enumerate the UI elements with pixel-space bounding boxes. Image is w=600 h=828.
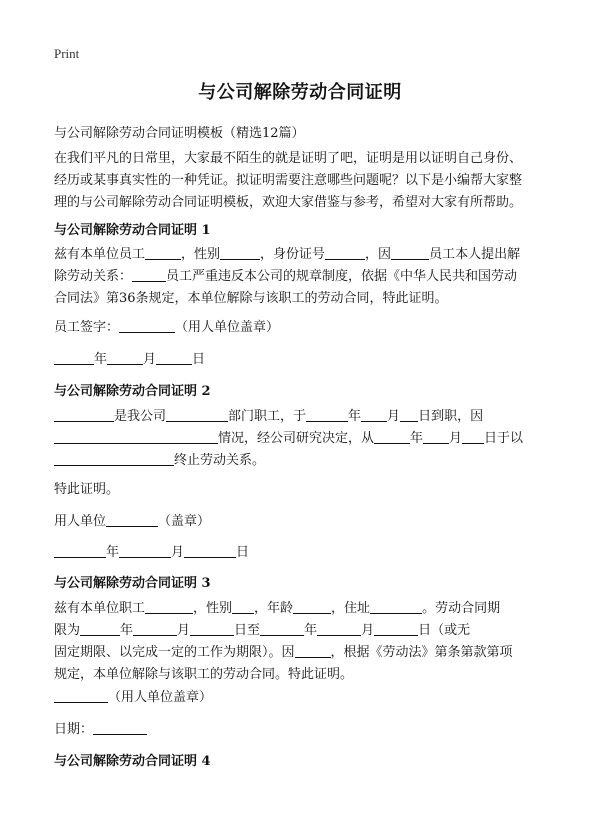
text: 年: [348, 409, 362, 424]
blank-field: [400, 407, 418, 422]
blank-field: [232, 599, 254, 614]
text: 日: [192, 352, 206, 367]
text: 限为: [54, 623, 81, 638]
blank-field: [190, 621, 234, 636]
blank-field: [54, 350, 94, 365]
text: 日于以: [484, 431, 524, 446]
blank-field: [293, 599, 331, 614]
section-3-body: [54, 598, 554, 686]
section-2-body: [54, 406, 554, 472]
text: 部门职工，于: [228, 409, 307, 424]
blank-field: [107, 350, 143, 365]
blank-field: [133, 621, 177, 636]
blank-field: [106, 512, 158, 527]
blank-field: [361, 407, 387, 422]
blank-field: [54, 451, 174, 466]
section-1-heading: 与公司解除劳动合同证明 1: [54, 223, 211, 238]
blank-field: [184, 543, 236, 558]
text: 日（或无: [418, 623, 471, 638]
blank-field: [462, 429, 484, 444]
text: ，住址: [331, 601, 371, 616]
text: 员工签字：: [54, 320, 120, 335]
text: 是我公司: [114, 409, 167, 424]
text: 日: [236, 545, 250, 560]
blank-field: [391, 245, 429, 260]
blank-field: [374, 621, 418, 636]
text: 终止劳动关系。: [174, 453, 266, 468]
text: 固定期限、以完成一定的工作为期限）。因: [54, 645, 295, 660]
text: 除劳动关系：: [54, 269, 133, 284]
intro-line: 在我们平凡的日常里，大家最不陌生的就是证明了吧，证明是用以证明自己身份、: [54, 151, 523, 166]
blank-field: [374, 429, 410, 444]
blank-field: [260, 621, 304, 636]
text: 员工严重违反本公司的规章制度，依据《中华人民共和国劳动: [166, 269, 518, 284]
text: 规定，本单位解除与该职工的劳动合同。特此证明。: [54, 667, 354, 682]
text: （用人单位盖章）: [175, 320, 280, 335]
blank-field: [306, 407, 348, 422]
text: 年: [94, 352, 108, 367]
text: 合同法》第36条规定，本单位解除与该职工的劳动合同，特此证明。: [54, 291, 448, 306]
section-1-signature: [54, 316, 279, 335]
blank-field: [145, 245, 181, 260]
blank-field: [119, 543, 171, 558]
section-2-heading: 与公司解除劳动合同证明 2: [54, 384, 211, 399]
section-3-heading: 与公司解除劳动合同证明 3: [54, 576, 211, 591]
section-2-certify: 特此证明。: [54, 482, 120, 497]
text: 年: [106, 545, 120, 560]
text: 年: [120, 623, 134, 638]
blank-field: [132, 267, 166, 282]
text: （用人单位盖章）: [108, 690, 213, 705]
section-4-heading: 与公司解除劳动合同证明 4: [54, 754, 211, 769]
blank-field: [54, 688, 108, 703]
text: 月: [171, 545, 185, 560]
text: 兹有本单位职工: [54, 601, 146, 616]
blank-field: [370, 599, 422, 614]
print-link[interactable]: Print: [54, 46, 80, 61]
text: 日至: [234, 623, 261, 638]
section-1-date: [54, 348, 205, 367]
blank-field: [145, 599, 193, 614]
text: 兹有本单位员工: [54, 247, 146, 262]
text: 员工本人提出解: [429, 247, 521, 262]
blank-field: [295, 643, 331, 658]
text: 年: [304, 623, 318, 638]
text: 月: [143, 352, 157, 367]
text: 月: [449, 431, 463, 446]
text: 月: [177, 623, 191, 638]
section-2-date: [54, 541, 249, 560]
document-subtitle: 与公司解除劳动合同证明模板（精选12篇）: [54, 126, 305, 141]
text: 日期：: [54, 722, 94, 737]
blank-field: [93, 720, 147, 735]
text: ，身份证号: [260, 247, 326, 262]
blank-field: [156, 350, 192, 365]
text: 日到职，因: [418, 409, 484, 424]
text: 情况，经公司研究决定，从: [218, 431, 375, 446]
blank-field: [54, 543, 106, 558]
intro-line: 理的与公司解除劳动合同证明模板，欢迎大家借鉴与参考，希望对大家有所帮助。: [54, 195, 523, 210]
blank-field: [423, 429, 449, 444]
text: 月: [361, 623, 375, 638]
text: 月: [387, 409, 401, 424]
section-2-employer: [54, 510, 210, 529]
blank-field: [325, 245, 365, 260]
text: ，年龄: [254, 601, 294, 616]
text: 用人单位: [54, 514, 107, 529]
section-3-seal: [54, 686, 212, 705]
blank-field: [220, 245, 260, 260]
blank-field: [317, 621, 361, 636]
intro-paragraph: [54, 148, 546, 214]
intro-line: 经历或某事真实性的一种凭证。拟证明需要注意哪些问题呢？以下是小编帮大家整: [54, 173, 523, 188]
blank-field: [166, 407, 228, 422]
text: （盖章）: [158, 514, 211, 529]
blank-field: [54, 429, 218, 444]
blank-field: [80, 621, 120, 636]
document-title: 与公司解除劳动合同证明: [198, 82, 402, 103]
blank-field: [54, 407, 114, 422]
text: ，性别: [193, 601, 233, 616]
text: 。劳动合同期: [422, 601, 501, 616]
text: ，根据《劳动法》第条第款第项: [330, 645, 513, 660]
section-3-date: [54, 718, 147, 737]
text: ，因: [365, 247, 392, 262]
blank-field: [119, 318, 175, 333]
section-1-body: [54, 244, 554, 310]
text: 年: [410, 431, 424, 446]
text: ，性别: [181, 247, 221, 262]
